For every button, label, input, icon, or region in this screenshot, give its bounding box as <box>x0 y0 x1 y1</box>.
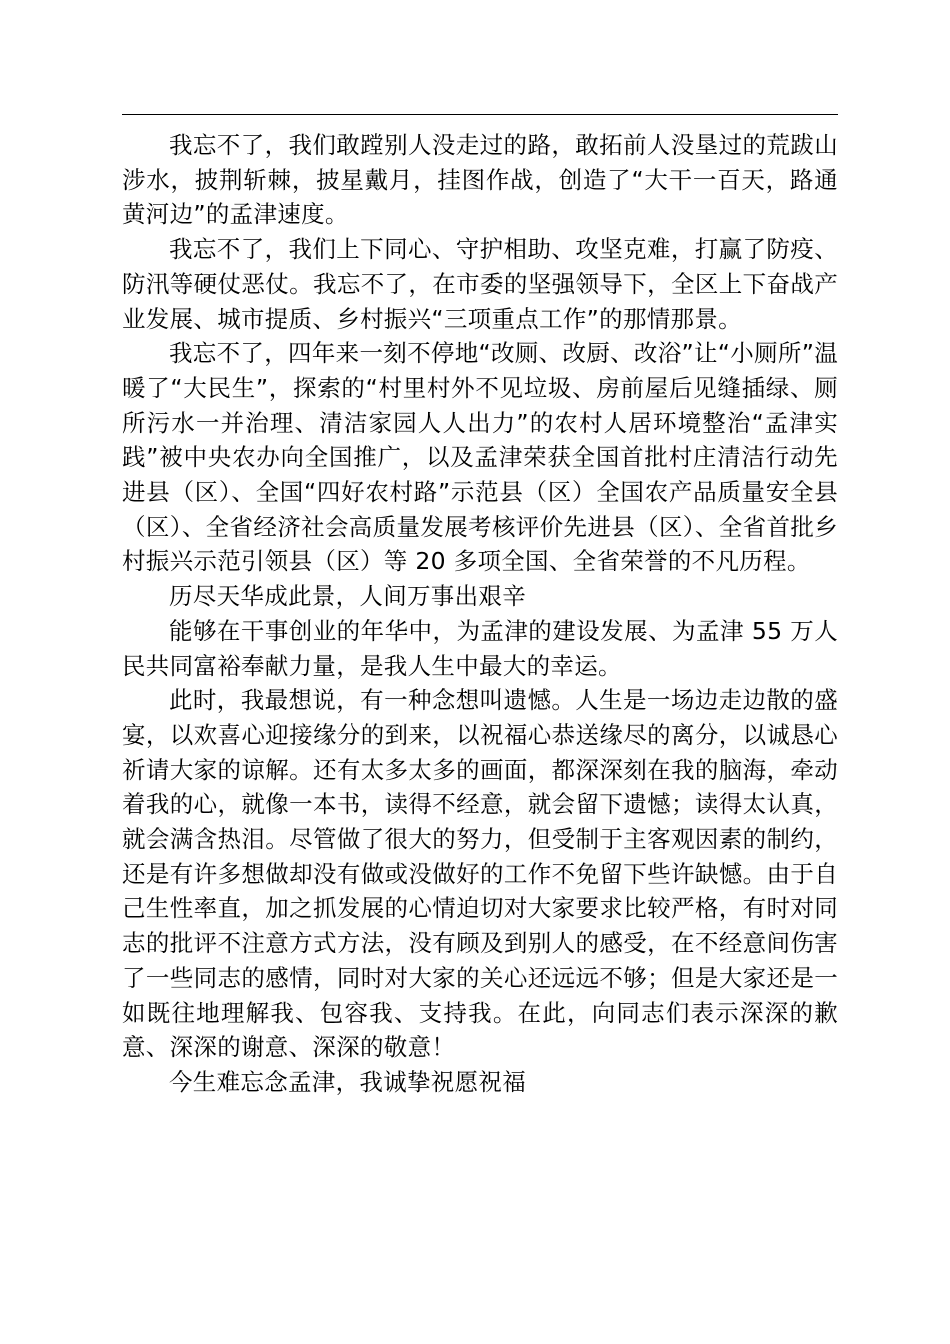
section-heading: 历尽天华成此景，人间万事出艰辛 <box>169 582 526 611</box>
paragraph: 我忘不了，我们上下同心、守护相助、攻坚克难，打赢了防疫、防汛等硬仗恶仗。我忘不了，在市委的坚强领导下，全区上下奋战产业发展、城市提质、乡村振兴“三项重点工作”的那情那景。 <box>122 235 838 333</box>
paragraph: 能够在干事创业的年华中，为孟津的建设发展、为孟津 55 万人民共同富裕奉献力量，是我人生中最大的幸运。 <box>122 616 838 680</box>
document-body <box>122 128 838 1100</box>
paragraph: 我忘不了，我们敢蹚别人没走过的路，敢拓前人没垦过的荒跋山涉水，披荆斩棘，披星戴月，挂图作战，创造了“大干一百天，路通黄河边”的孟津速度。 <box>122 131 838 229</box>
section-heading: 今生难忘念孟津，我诚挚祝愿祝福 <box>169 1067 526 1096</box>
paragraph: 我忘不了，四年来一刻不停地“改厕、改厨、改浴”让“小厕所”温暖了“大民生”，探索的“村里村外不见垃圾、房前屋后见缝插绿、厕所污水一并治理、清洁家园人人出力”的农村人居环境整治“孟津实践”被中央农办向全国推广，以及孟津荣获全国首批村庄清洁行动先进县（区）、全国“四好农村路”示范县（区）全国农产品质量安全县（区）、全省经济社会高质量发展考核评价先进县（区）、全省首批乡村振兴示范引领县（区）等 20 多项全国、全省荣誉的不凡历程。 <box>122 339 838 576</box>
header-rule <box>122 114 838 115</box>
paragraph: 此时，我最想说，有一种念想叫遗憾。人生是一场边走边散的盛宴，以欢喜心迎接缘分的到来，以祝福心恭送缘尽的离分，以诚恳心祈请大家的谅解。还有太多太多的画面，都深深刻在我的脑海，牵动着我的心，就像一本书，读得不经意，就会留下遗憾；读得太认真，就会满含热泪。尽管做了很大的努力，但受制于主客观因素的制约，还是有许多想做却没有做或没做好的工作不免留下些许缺憾。由于自己生性率直，加之抓发展的心情迫切对大家要求比较严格，有时对同志的批评不注意方式方法，没有顾及到别人的感受，在不经意间伤害了一些同志的感情，同时对大家的关心还远远不够；但是大家还是一如既往地理解我、包容我、支持我。在此，向同志们表示深深的歉意、深深的谢意、深深的敬意！ <box>122 686 838 1062</box>
